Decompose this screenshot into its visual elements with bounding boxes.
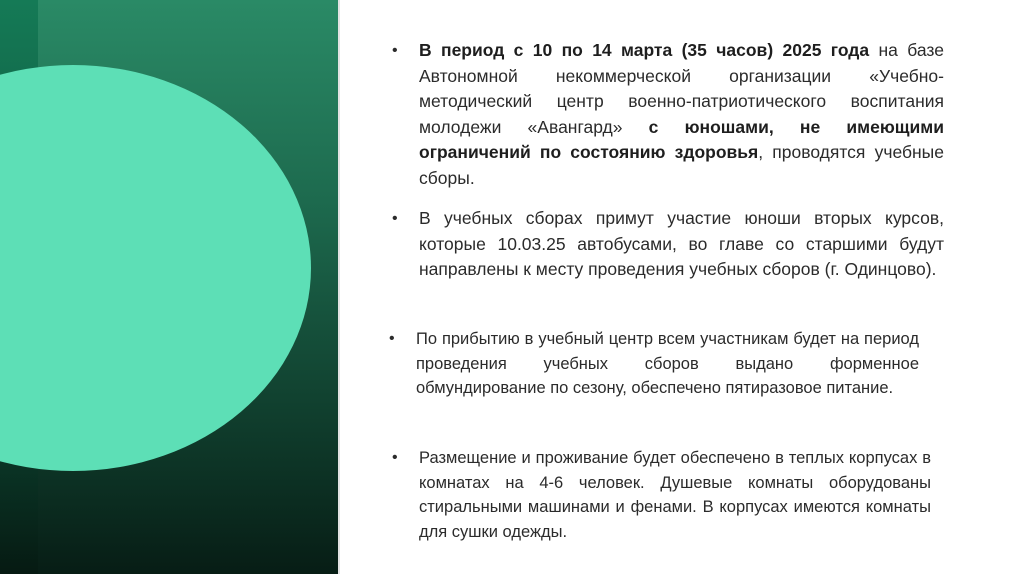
bullet-text: В учебных сборах примут участие юноши вторых курсов, которые 10.03.25 автобусами, во главе со старшими будут направлены к месту проведения учебных сборов (г. Одинцово).	[419, 208, 944, 279]
bullet-text: Размещение и проживание будет обеспечено в теплых корпусах в комнатах на 4-6 человек. Душевые комнаты оборудованы стиральными машинами и фенами. В корпусах имеются комнаты для сушки одежды.	[419, 449, 931, 541]
panel-divider	[338, 0, 340, 574]
decorative-green-panel	[0, 0, 338, 574]
bullet-item-training-period	[392, 38, 944, 191]
bullet-item-accommodation	[392, 446, 931, 544]
bullet-item-participants	[392, 206, 944, 283]
bullet-text: По прибытию в учебный центр всем участникам будет на период проведения учебных сборов выдано форменное обмундирование по сезону, обеспечено пятиразовое питание.	[416, 330, 919, 397]
bullet-bold-intro: В период с 10 по 14 марта (35 часов) 2025 года	[419, 40, 870, 60]
bullet-item-uniform-meals	[389, 327, 919, 401]
decorative-circle	[0, 65, 311, 471]
bullet-text: на базе Автономной некоммерческой организации «Учебно-методический центр военно-патриотического воспитания молодежи «Авангард»	[419, 40, 944, 137]
bullet-text-end: , проводятся учебные сборы.	[419, 142, 944, 188]
bullet-icon: •	[389, 330, 395, 347]
bullet-bold-middle: с юношами, не имеющими ограничений по состоянию здоровья	[419, 116, 944, 162]
bullet-icon: •	[392, 449, 398, 466]
bullet-icon: •	[392, 210, 398, 227]
bullet-icon: •	[392, 42, 398, 59]
